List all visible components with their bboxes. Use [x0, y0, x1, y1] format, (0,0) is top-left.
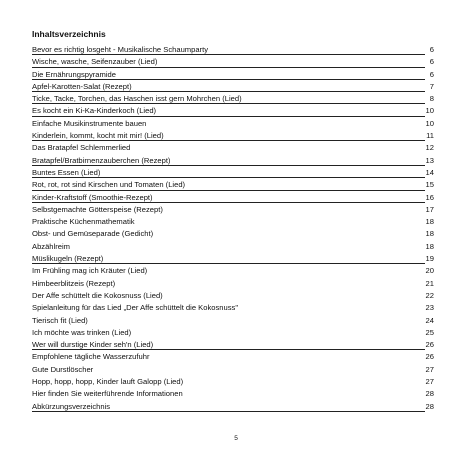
- toc-entry-page: 26: [425, 351, 434, 363]
- toc-entry-title: Obst- und Gemüseparade (Gedicht): [32, 229, 154, 239]
- toc-entry-page: 6: [429, 69, 434, 81]
- toc-entry: [32, 216, 434, 228]
- toc-entry: [32, 69, 434, 81]
- toc-entry-page: 24: [425, 315, 434, 327]
- toc-entry-page: 12: [425, 142, 434, 154]
- toc-entry: [32, 278, 434, 290]
- toc-entry-title: Abkürzungsverzeichnis: [32, 401, 111, 411]
- toc-entry-page: 23: [425, 302, 434, 314]
- toc-entry-title: Ticke, Tacke, Torchen, das Haschen isst gern Mohrchen (Lied): [32, 94, 242, 104]
- toc-entry: [32, 339, 434, 351]
- toc-entry-title: Rot, rot, rot sind Kirschen und Tomaten (Lied): [32, 180, 186, 190]
- toc-entry: [32, 351, 434, 363]
- toc-entry-title: Tierisch fit (Lied): [32, 315, 88, 325]
- toc-entry-title: Praktische Küchenmathematik: [32, 217, 135, 227]
- toc-entry-page: 8: [429, 93, 434, 105]
- toc-entry-title: Gute Durstlöscher: [32, 364, 94, 374]
- toc-entry-page: 19: [425, 253, 434, 265]
- toc-entry: [32, 44, 434, 56]
- toc-entry-page: 10: [425, 105, 434, 117]
- toc-entry-title: Hier finden Sie weiterführende Informationen: [32, 389, 183, 399]
- toc-entry-page: 28: [425, 401, 434, 413]
- toc-entry: [32, 376, 434, 388]
- toc-entry-page: 20: [425, 265, 434, 277]
- toc-entry-title: Selbstgemachte Götterspeise (Rezept): [32, 204, 163, 214]
- toc-entry-page: 28: [425, 388, 434, 400]
- toc-entry-page: 27: [425, 364, 434, 376]
- toc-entry-page: 27: [425, 376, 434, 388]
- toc-entry-page: 17: [425, 204, 434, 216]
- toc-entry-page: 16: [425, 192, 434, 204]
- toc-entry-title: Wer will durstige Kinder seh'n (Lied): [32, 340, 154, 350]
- toc-entry: [32, 364, 434, 376]
- toc-entry-title: Die Ernährungspyramide: [32, 69, 116, 79]
- toc-entry-title: Spielanleitung für das Lied „Der Affe schüttelt die Kokosnuss": [32, 303, 239, 313]
- toc-entry: [32, 179, 434, 191]
- toc-entry-title: Das Bratapfel Schlemmerlied: [32, 143, 131, 153]
- toc-entry-page: 11: [425, 130, 434, 142]
- toc-entry: [32, 192, 434, 204]
- toc-entry: [32, 93, 434, 105]
- toc-entry-title: Bratapfel/Bratbirnenzauberchen (Rezept): [32, 155, 171, 165]
- toc-list: [32, 44, 434, 413]
- toc-entry-title: Buntes Essen (Lied): [32, 167, 101, 177]
- toc-entry-title: Empfohlene tägliche Wasserzufuhr: [32, 352, 150, 362]
- toc-entry: [32, 388, 434, 400]
- page-number: 5: [234, 435, 238, 442]
- toc-entry: [32, 130, 434, 142]
- toc-entry-page: 6: [429, 44, 434, 56]
- toc-entry: [32, 81, 434, 93]
- toc-entry-page: 18: [425, 241, 434, 253]
- toc-entry-title: Ich möchte was trinken (Lied): [32, 327, 132, 337]
- toc-entry-title: Apfel-Karotten-Salat (Rezept): [32, 81, 132, 91]
- toc-entry: [32, 327, 434, 339]
- toc-entry-page: 21: [425, 278, 434, 290]
- toc-entry: [32, 315, 434, 327]
- toc-entry: [32, 302, 434, 314]
- toc-entry: [32, 228, 434, 240]
- toc-entry-title: Himbeerblitzeis (Rezept): [32, 278, 116, 288]
- toc-entry-title: Der Affe schüttelt die Kokosnuss (Lied): [32, 290, 163, 300]
- toc-entry-page: 10: [425, 118, 434, 130]
- toc-entry-title: Müslikugeln (Rezept): [32, 254, 104, 264]
- toc-entry: [32, 204, 434, 216]
- toc-entry: [32, 253, 434, 265]
- toc-entry-page: 14: [425, 167, 434, 179]
- toc-entry-page: 22: [425, 290, 434, 302]
- toc-entry: [32, 105, 434, 117]
- toc-entry: [32, 56, 434, 68]
- toc-entry-title: Einfache Musikinstrumente bauen: [32, 118, 147, 128]
- toc-entry-title: Abzählreim: [32, 241, 70, 251]
- toc-entry-page: 15: [425, 179, 434, 191]
- toc-entry-page: 25: [425, 327, 434, 339]
- toc-entry-page: 13: [425, 155, 434, 167]
- toc-entry: [32, 401, 434, 413]
- toc-entry-title: Wische, wasche, Seifenzauber (Lied): [32, 57, 158, 67]
- toc-entry-page: 18: [425, 216, 434, 228]
- toc-entry-page: 26: [425, 339, 434, 351]
- toc-entry-page: 7: [429, 81, 434, 93]
- toc-entry-title: Kinderlein, kommt, kocht mit mir! (Lied): [32, 131, 164, 141]
- toc-entry: [32, 167, 434, 179]
- toc-entry-title: Im Frühling mag ich Kräuter (Lied): [32, 266, 148, 276]
- toc-entry-title: Bevor es richtig losgeht - Musikalische Schaumparty: [32, 45, 208, 54]
- toc-entry-title: Es kocht ein Ki-Ka-Kinderkoch (Lied): [32, 106, 157, 116]
- toc-entry-page: 18: [425, 228, 434, 240]
- toc-entry-title: Kinder-Kraftstoff (Smoothie-Rezept): [32, 192, 153, 202]
- toc-entry-page: 6: [429, 56, 434, 68]
- toc-entry: [32, 118, 434, 130]
- toc-entry: [32, 265, 434, 277]
- toc-entry: [32, 290, 434, 302]
- toc-entry-title: Hopp, hopp, hopp, Kinder lauft Galopp (Lied): [32, 377, 184, 387]
- toc-entry: [32, 142, 434, 154]
- toc-entry: [32, 155, 434, 167]
- toc-title: Inhaltsverzeichnis: [32, 29, 106, 39]
- toc-entry: [32, 241, 434, 253]
